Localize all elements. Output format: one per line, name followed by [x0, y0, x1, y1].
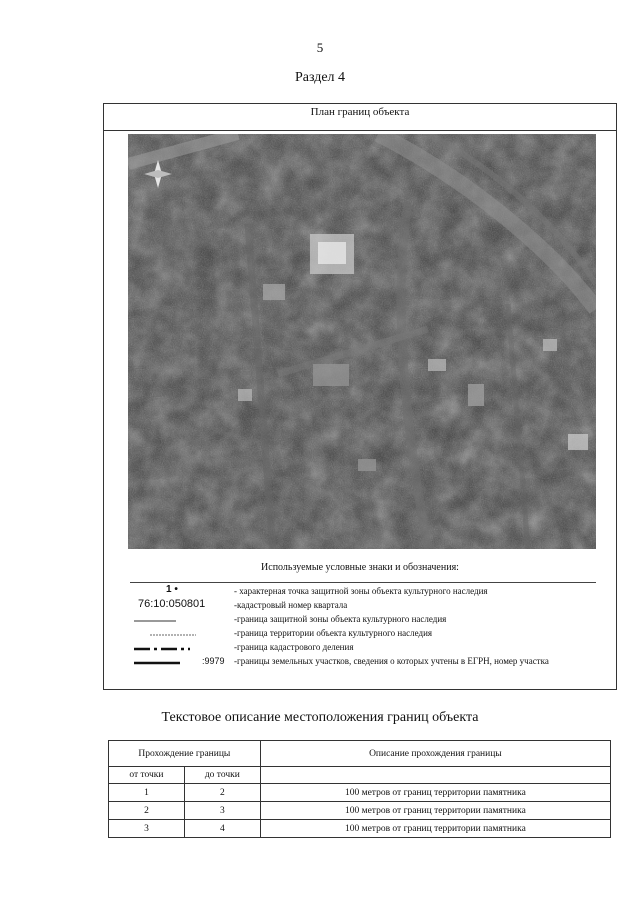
legend-item-text: -граница территории объекта культурного наследия [234, 628, 433, 638]
legend-cadastral-number-symbol: 76:10:050801 [138, 598, 206, 610]
legend-item-text: -границы земельных участков, сведения о которых учтены в ЕГРН, номер участка [234, 656, 549, 666]
text-description-heading: Текстовое описание местоположения границ объекта [161, 710, 479, 725]
legend-item-land-plots-boundary [130, 656, 600, 670]
section-title: Раздел 4 [294, 70, 346, 85]
legend-item-text: -граница защитной зоны объекта культурного наследия [234, 614, 447, 624]
table-cell-from: 2 [109, 802, 185, 820]
legend-item-protected-zone-boundary [130, 614, 600, 628]
table-row [109, 820, 611, 838]
plan-title: План границ объекта [310, 106, 410, 118]
aerial-map [128, 134, 596, 549]
table-cell-description: 100 метров от границ территории памятника [260, 784, 610, 802]
table-header-description: Описание прохождения границы [260, 741, 610, 767]
legend-item-cadastral-number [130, 600, 600, 614]
table-cell-to: 3 [184, 802, 260, 820]
legend-item-text: -граница кадастрового деления [234, 642, 354, 652]
table-cell-to: 2 [184, 784, 260, 802]
legend-cadastral-division-line-icon [130, 642, 232, 656]
table-header-group: Прохождение границы [109, 741, 261, 767]
table-row [109, 784, 611, 802]
legend-plot-number-symbol: :9979 [202, 656, 225, 666]
legend-divider [130, 582, 596, 583]
table-row [109, 802, 611, 820]
table-cell-from: 3 [109, 820, 185, 838]
table-header-to: до точки [184, 767, 260, 784]
legend-point-symbol: 1 • [166, 584, 178, 595]
legend-heading: Используемые условные знаки и обозначения: [261, 562, 459, 573]
table-cell-description: 100 метров от границ территории памятника [260, 802, 610, 820]
boundary-table [108, 740, 611, 838]
plan-frame [103, 103, 617, 690]
legend-heritage-territory-line-icon [130, 628, 232, 642]
page-number: 5 [316, 40, 324, 55]
table-header-empty [260, 767, 610, 784]
table-cell-to: 4 [184, 820, 260, 838]
table-cell-from: 1 [109, 784, 185, 802]
legend-item-text: - характерная точка защитной зоны объекта культурного наследия [234, 586, 488, 596]
legend-item-heritage-territory-boundary [130, 628, 600, 642]
table-cell-description: 100 метров от границ территории памятника [260, 820, 610, 838]
aerial-map-image [128, 134, 596, 549]
plan-title-row [104, 104, 616, 131]
legend-protected-zone-line-icon [130, 614, 232, 628]
legend-item-text: -кадастровый номер квартала [234, 600, 348, 610]
legend-land-plot-line-icon [130, 656, 200, 670]
table-header-from: от точки [109, 767, 185, 784]
legend-item-cadastral-division-boundary [130, 642, 600, 656]
